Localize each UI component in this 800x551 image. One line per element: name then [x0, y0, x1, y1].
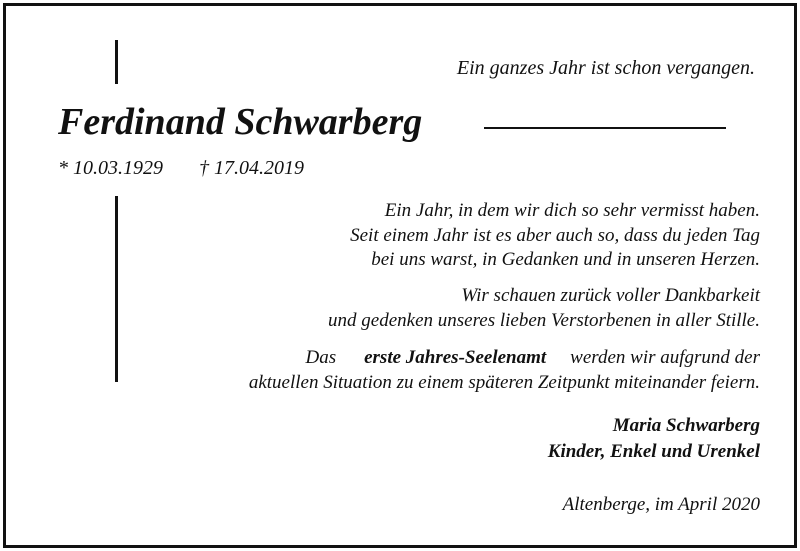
vertical-rule-bottom	[115, 196, 118, 382]
memorial-service-name: erste Jahres-Seelenamt	[364, 347, 547, 368]
signature-line: Maria Schwarberg	[612, 415, 760, 436]
text-line: Wir schauen zurück voller Dankbarkeit	[461, 285, 760, 306]
intro-line: Ein ganzes Jahr ist schon vergangen.	[456, 57, 755, 79]
text-line: Ein Jahr, in dem wir dich so sehr vermisst haben.	[384, 200, 760, 221]
text-prefix: Das	[305, 347, 337, 368]
paragraph-remembrance	[350, 199, 760, 273]
life-dates	[58, 157, 304, 180]
vertical-rule-top	[115, 40, 118, 84]
signature-block	[548, 413, 760, 465]
paragraph-gratitude	[328, 284, 760, 333]
text-line: bei uns warst, in Gedanken und in unseren Herzen.	[371, 249, 760, 270]
place-and-date: Altenberge, im April 2020	[562, 494, 760, 515]
text-line: und gedenken unseres lieben Verstorbenen in aller Stille.	[328, 309, 760, 331]
text-line	[249, 346, 760, 371]
text-line: aktuellen Situation zu einem späteren Zeitpunkt miteinander feiern.	[248, 371, 760, 393]
horizontal-rule	[484, 127, 726, 129]
death-date: † 17.04.2019	[199, 157, 304, 179]
text-suffix: werden wir aufgrund der	[570, 347, 760, 368]
birth-date: * 10.03.1929	[58, 157, 163, 179]
signature-line: Kinder, Enkel und Urenkel	[547, 441, 760, 462]
text-line: Seit einem Jahr ist es aber auch so, dass du jeden Tag	[350, 224, 760, 246]
deceased-name: Ferdinand Schwarberg	[58, 101, 423, 143]
notice-border	[3, 3, 797, 548]
paragraph-memorial-service	[249, 346, 760, 395]
